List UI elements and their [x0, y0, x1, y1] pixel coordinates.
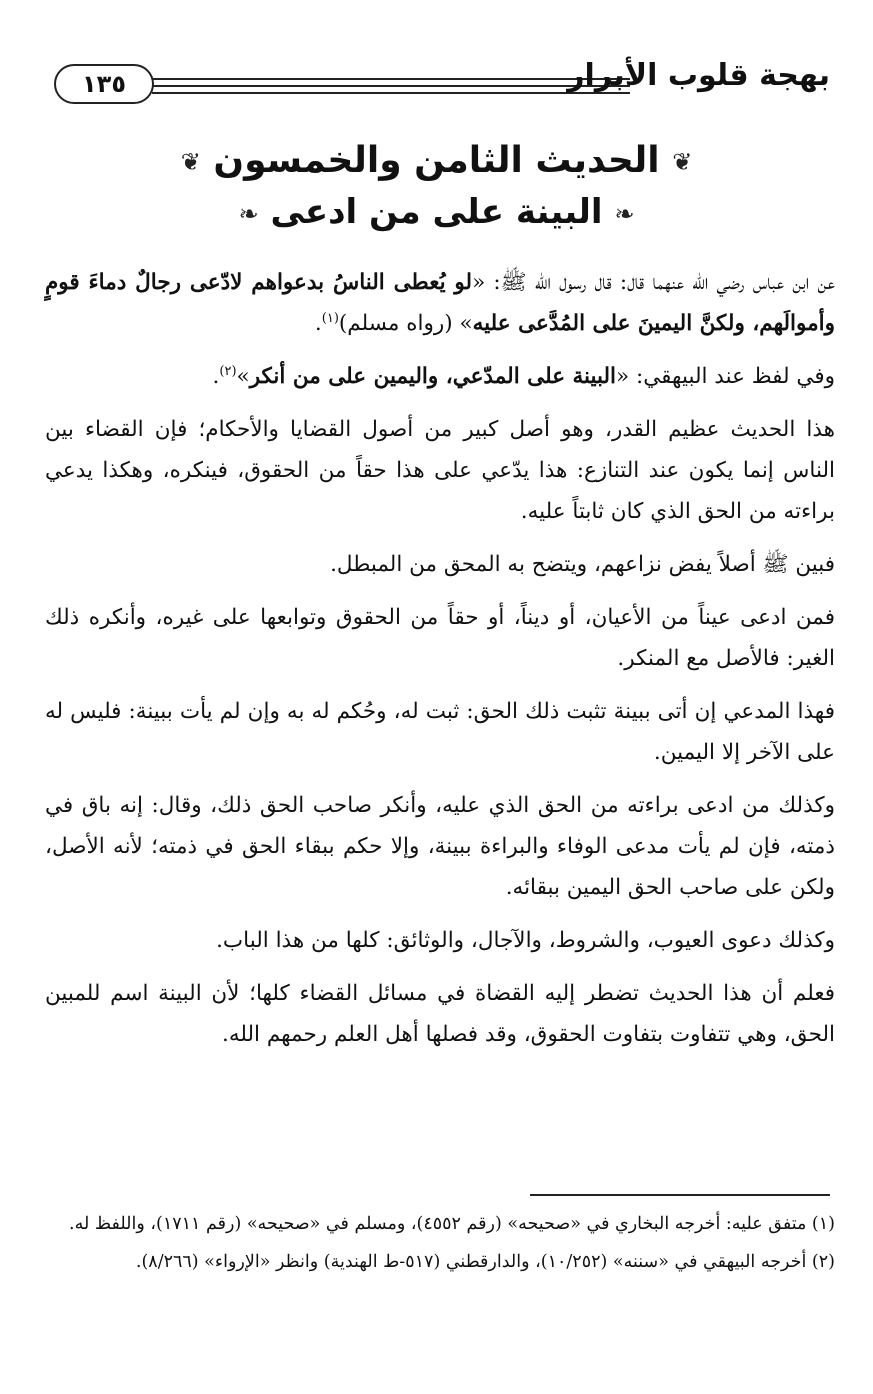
- header-rule: [152, 92, 630, 94]
- page-number: ١٣٥: [54, 64, 154, 104]
- ornament-icon: ❦: [672, 148, 693, 176]
- header-rule: [152, 85, 630, 87]
- footnote-ref: (٢): [219, 363, 237, 379]
- body-text: [45, 262, 835, 1067]
- footnote-rule: [530, 1194, 830, 1196]
- hadith-paragraph: عن ابن عباس رضي الله عنهما قال: قال رسول الله ﷺ: «لو يُعطى الناسُ بدعواهم لادّعى رجالٌ دماءَ قومٍ وأموالَهم، ولكنَّ اليمينَ على المُدَّعى عليه» (رواه مسلم)$^{(١)}$.: [45, 270, 835, 336]
- body-paragraph: فعلم أن هذا الحديث تضطر إليه القضاة في مسائل القضاء كلها؛ لأن البينة اسم للمبين الحق، وهي تتفاوت بتفاوت الحقوق، وقد فصلها أهل العلم رحمهم الله.: [45, 981, 835, 1047]
- body-paragraph: وكذلك من ادعى براءته من الحق الذي عليه، وأنكر صاحب الحق ذلك، وقال: إنه باق في ذمته، فإن لم يأت مدعى الوفاء والبراءة ببينة، وإلا حكم ببقاء الحق في ذمته؛ لأنه الأصل، ولكن على صاحب الحق اليمين ببقائه.: [45, 793, 835, 900]
- book-title: بهجة قلوب الأبرار: [567, 58, 830, 93]
- chapter-subtitle: البينة على من ادعى: [270, 192, 603, 232]
- footnote-ref: (١): [321, 310, 339, 326]
- chapter-heading: [0, 136, 873, 238]
- body-paragraph: فبين ﷺ أصلاً يفض نزاعهم، ويتضح به المحق من المبطل.: [330, 552, 835, 577]
- footnote: (١) متفق عليه: أخرجه البخاري في «صحيحه» (رقم ٤٥٥٢)، ومسلم في «صحيحه» (رقم ١٧١١)، واللفظ له.: [69, 1214, 835, 1234]
- footnote: (٢) أخرجه البيهقي في «سننه» (١٠/٢٥٢)، والدارقطني (٥١٧-ط الهندية) وانظر «الإرواء» (٨/٢٦٦).: [135, 1252, 835, 1272]
- ornament-icon: ❧: [614, 199, 635, 228]
- chapter-title: الحديث الثامن والخمسون: [213, 140, 660, 181]
- ornament-icon: ❦: [180, 148, 201, 176]
- hadith-quote: البينة على المدّعي، واليمين على من أنكر: [249, 364, 617, 389]
- header-rule: [152, 78, 630, 80]
- footnotes: [45, 1207, 835, 1283]
- ornament-icon: ❧: [238, 199, 259, 228]
- hadith-variant-paragraph: وفي لفظ عند البيهقي: «البينة على المدّعي، واليمين على من أنكر»$^{(٢)}$.: [212, 363, 835, 389]
- body-paragraph: فهذا المدعي إن أتى ببينة تثبت ذلك الحق: ثبت له، وحُكم له به وإن لم يأت ببينة: فليس له على الآخر إلا اليمين.: [45, 699, 835, 765]
- body-paragraph: هذا الحديث عظيم القدر، وهو أصل كبير من أصول القضايا والأحكام؛ فإن القضاء بين الناس إنما يكون عند التنازع: هذا يدّعي على هذا حقاً من الحقوق، فينكره، وهكذا يدعي براءته من الحق الذي كان ثابتاً عليه.: [45, 417, 835, 524]
- body-paragraph: وكذلك دعوى العيوب، والشروط، والآجال، والوثائق: كلها من هذا الباب.: [216, 928, 835, 953]
- hadith-quote: لو يُعطى الناسُ بدعواهم لادّعى رجالٌ دماءَ قومٍ وأموالَهم، ولكنَّ اليمينَ على المُدَّعى عليه: [45, 270, 835, 336]
- body-paragraph: فمن ادعى عيناً من الأعيان، أو ديناً، أو حقاً من الحقوق وتوابعها على غيره، وأنكره ذلك الغير: فالأصل مع المنكر.: [45, 605, 835, 671]
- page-header: [46, 52, 830, 114]
